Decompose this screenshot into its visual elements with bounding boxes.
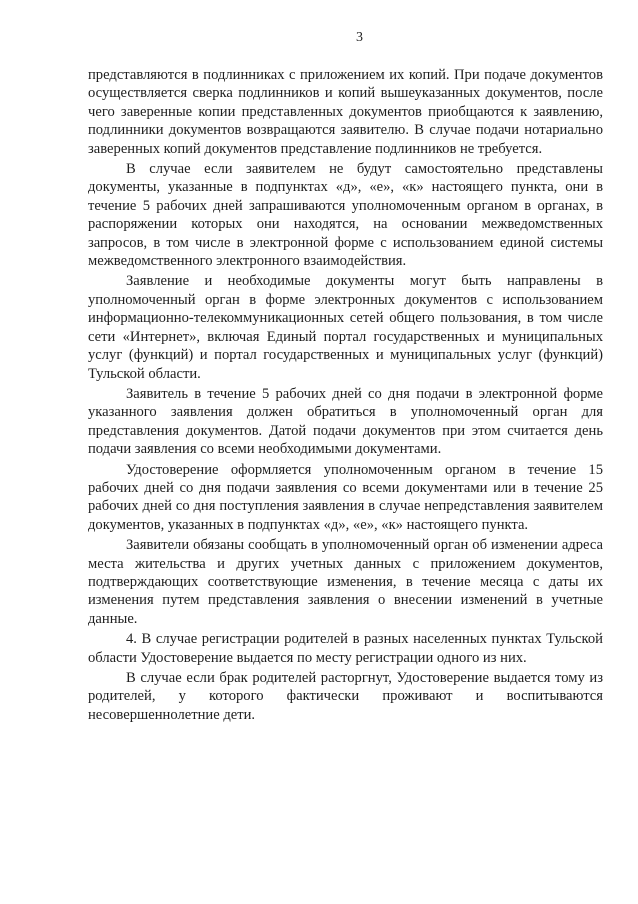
document-body bbox=[88, 66, 603, 724]
paragraph-submission-deadline: Заявитель в течение 5 рабочих дней со дня подачи в электронной форме указанного заявления должен обратиться в уполномоченный орган для представления документов. Датой подачи документов при этом считается день подачи заявления со всеми необходимыми документами. bbox=[88, 385, 603, 458]
paragraph-change-notification: Заявители обязаны сообщать в уполномоченный орган об изменении адреса места жительства и других учетных данных с приложением документов, подтверждающих соответствующие изменения, в течение месяца с даты их изменения путем представления заявления о внесении изменений в учетные данные. bbox=[88, 537, 603, 627]
page-number: 3 bbox=[356, 30, 363, 45]
paragraph-originals-verification: представляются в подлинниках с приложением их копий. При подаче документов осуществляется сверка подлинников и копий вышеуказанных документов, после чего заверенные копии представленных документов приобщаются к заявлению, подлинники документов возвращаются заявителю. В случае подачи нотариально заверенных копий документов представление подлинников не требуется. bbox=[88, 67, 603, 157]
paragraph-interagency-requests: В случае если заявителем не будут самостоятельно представлены документы, указанные в подпунктах «д», «е», «к» настоящего пункта, они в течение 5 рабочих дней запрашиваются уполномоченным органом в органах, в распоряжении которых они находятся, на основании межведомственных запросов, в том числе в электронной форме с использованием единой системы межведомственного электронного взаимодействия. bbox=[88, 161, 603, 270]
paragraph-item-4-registration: 4. В случае регистрации родителей в разных населенных пунктах Тульской области Удостоверение выдается по месту регистрации одного из них. bbox=[88, 631, 603, 666]
paragraph-certificate-processing: Удостоверение оформляется уполномоченным органом в течение 15 рабочих дней со дня подачи заявления со всеми документами или в течение 25 рабочих дней со дня поступления заявления в случае непредставления заявителем документов, указанных в подпунктах «д», «е», «к» настоящего пункта. bbox=[88, 461, 603, 533]
paragraph-divorced-parents: В случае если брак родителей расторгнут, Удостоверение выдается тому из родителей, у которого фактически проживают и воспитываются несовершеннолетние дети. bbox=[88, 670, 603, 723]
paragraph-electronic-submission: Заявление и необходимые документы могут быть направлены в уполномоченный орган в форме электронных документов с использованием информационно-телекоммуникационных сетей общего пользования, в том числе сети «Интернет», включая Единый портал государственных и муниципальных услуг (функций) и портал государственных и муниципальных услуг (функций) Тульской области. bbox=[88, 273, 603, 382]
